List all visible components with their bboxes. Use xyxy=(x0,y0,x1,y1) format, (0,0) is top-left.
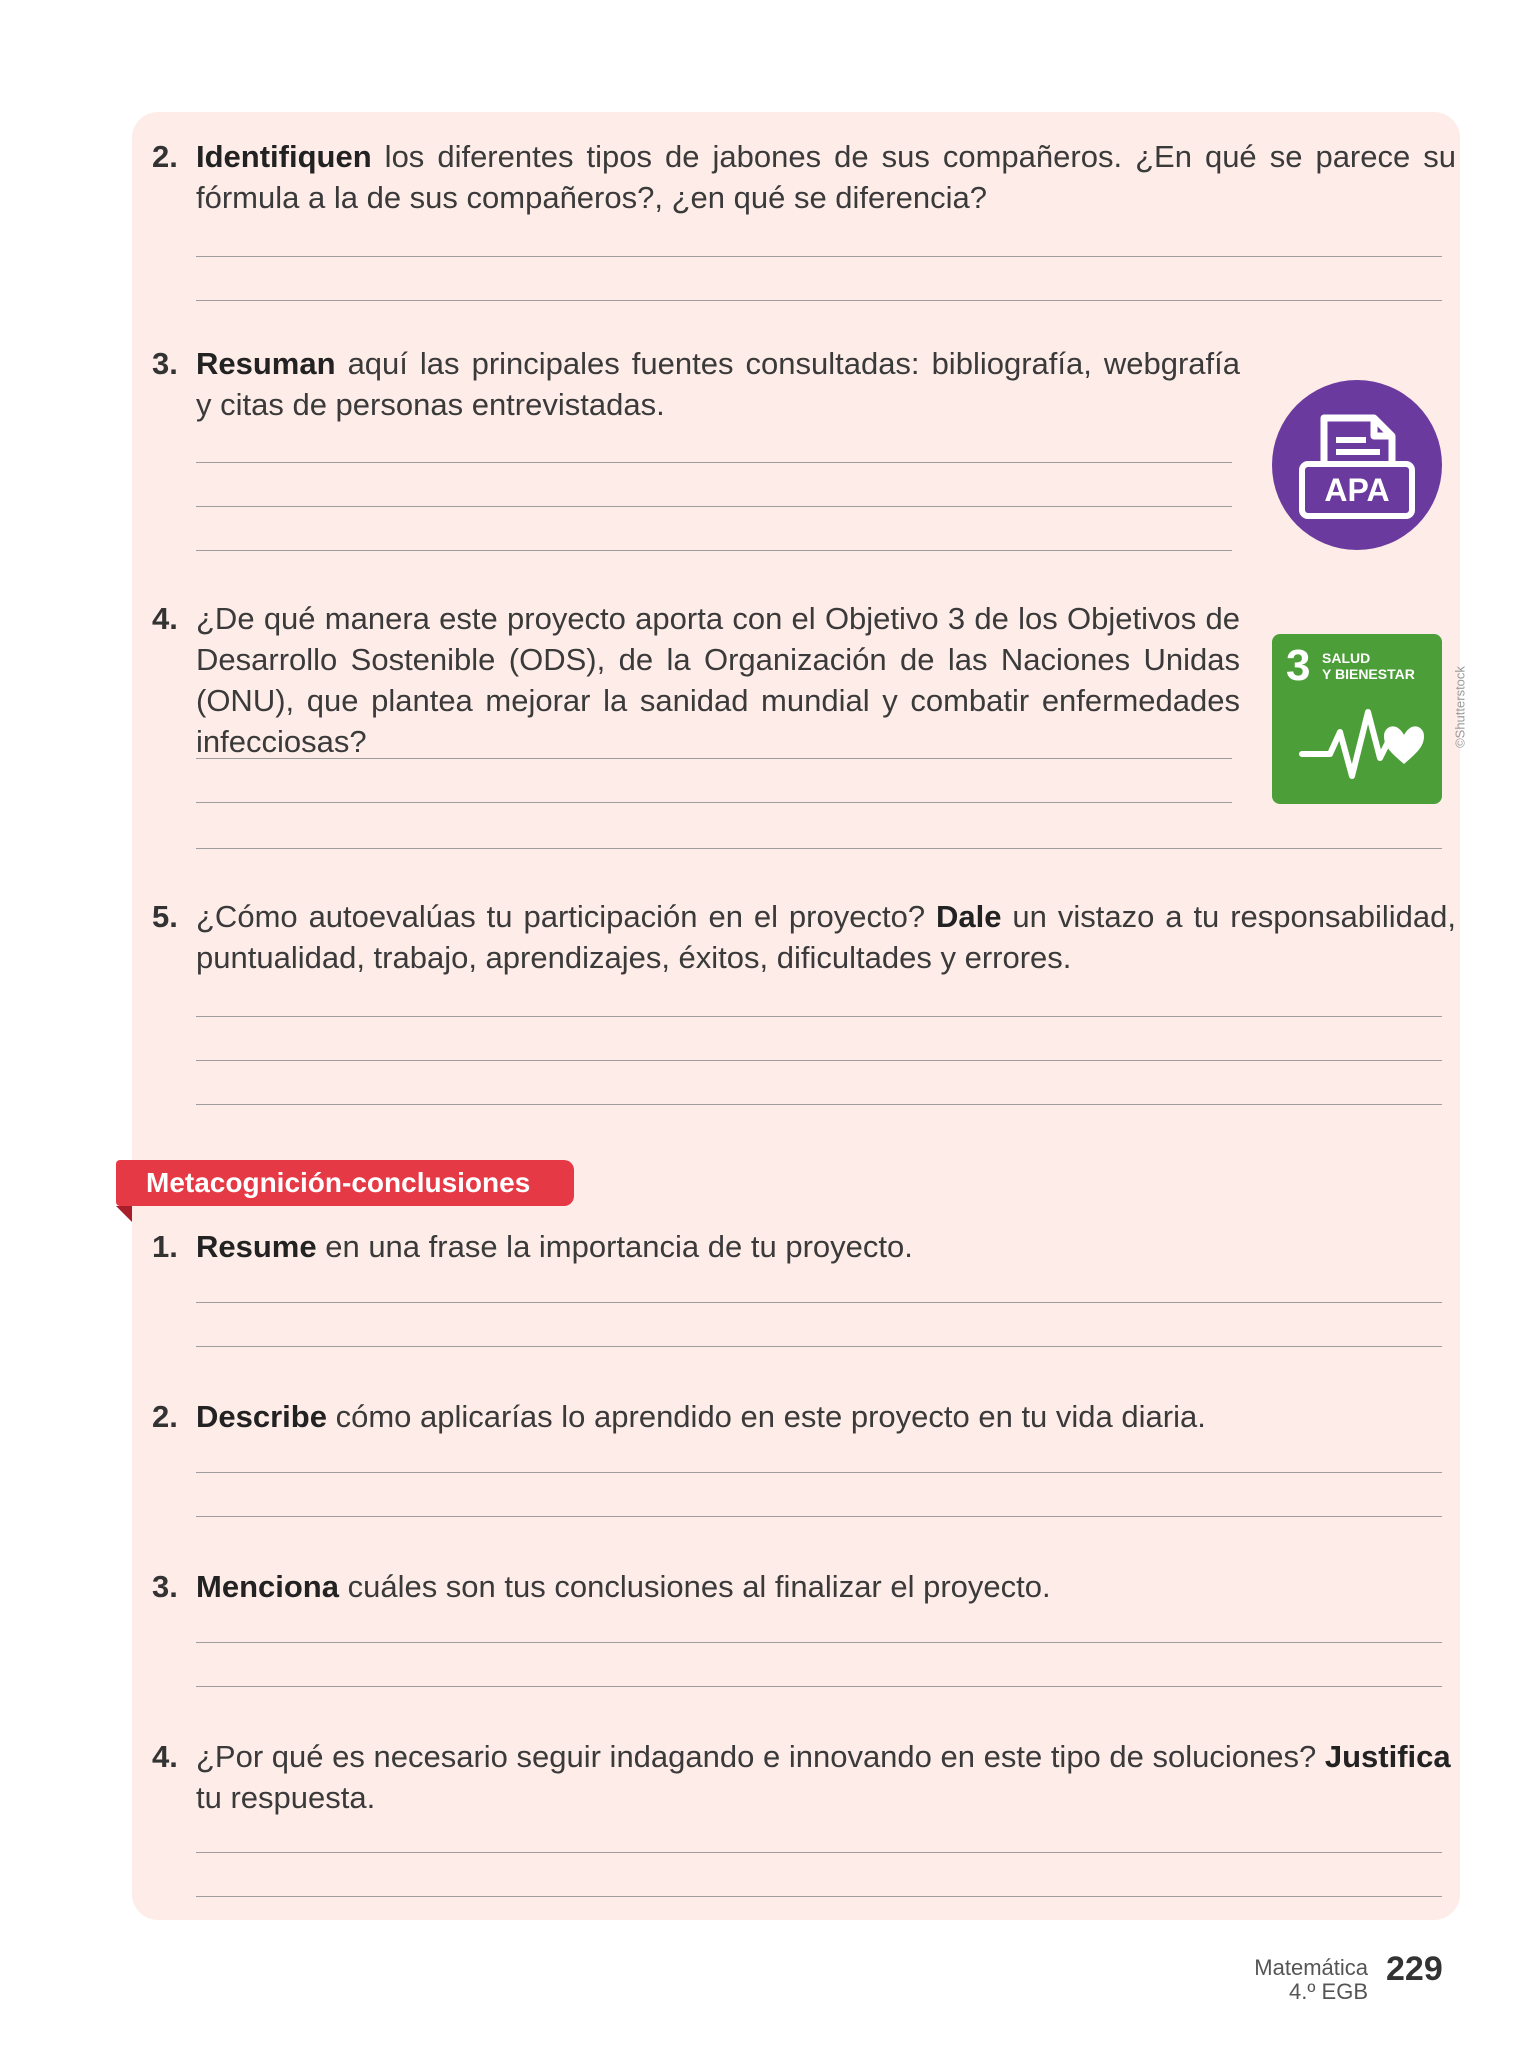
ods-title-line2: Y BIENESTAR xyxy=(1322,666,1415,682)
answer-line[interactable] xyxy=(196,550,1232,551)
question-text: Describe cómo aplicarías lo aprendido en este proyecto en tu vida diaria. xyxy=(196,1399,1206,1434)
answer-line[interactable] xyxy=(196,802,1232,803)
answer-line[interactable] xyxy=(196,1642,1442,1643)
meta-question-4 xyxy=(152,1736,1456,1820)
question-text: Resuman aquí las principales fuentes consultadas: bibliografía, webgrafía y citas de personas entrevistadas. xyxy=(196,346,1240,422)
question-verb: Resuman xyxy=(196,346,336,381)
subject-name: Matemática xyxy=(1254,1955,1368,1980)
question-number: 2. xyxy=(152,139,178,174)
question-number: 4. xyxy=(152,1739,178,1774)
question-2 xyxy=(152,136,1456,220)
header-tab-fold xyxy=(116,1206,132,1222)
question-verb: Describe xyxy=(196,1399,327,1434)
question-number: 1. xyxy=(152,1229,178,1264)
question-number: 4. xyxy=(152,601,178,636)
ods-number: 3 xyxy=(1286,641,1311,690)
answer-line[interactable] xyxy=(196,256,1442,257)
answer-line[interactable] xyxy=(196,1852,1442,1853)
photo-credit: ©Shutterstock xyxy=(1452,666,1468,748)
question-number: 2. xyxy=(152,1399,178,1434)
meta-question-1 xyxy=(152,1226,1456,1268)
question-text: ¿Por qué es necesario seguir indagando e innovando en este tipo de soluciones? Justifica tu respuesta. xyxy=(196,1739,1451,1815)
answer-line[interactable] xyxy=(196,848,1442,849)
question-verb: Identifiquen xyxy=(196,139,372,174)
question-verb: Resume xyxy=(196,1229,317,1264)
question-text: ¿Cómo autoevalúas tu participación en el proyecto? Dale un vistazo a tu responsabilidad, puntualidad, trabajo, aprendizajes, éxitos, dificultades y errores. xyxy=(196,899,1456,975)
answer-line[interactable] xyxy=(196,1516,1442,1517)
question-text: Menciona cuáles son tus conclusiones al finalizar el proyecto. xyxy=(196,1569,1051,1604)
question-text: Resume en una frase la importancia de tu proyecto. xyxy=(196,1229,913,1264)
question-4 xyxy=(152,598,1252,759)
question-number: 5. xyxy=(152,899,178,934)
footer-subject xyxy=(1254,1956,1368,2004)
metacognition-section-header: Metacognición-conclusiones xyxy=(116,1160,574,1206)
answer-line[interactable] xyxy=(196,506,1232,507)
meta-question-3 xyxy=(152,1566,1456,1608)
question-text: Identifiquen los diferentes tipos de jabones de sus compañeros. ¿En qué se parece su fórmula a la de sus compañeros?, ¿en qué se diferencia? xyxy=(196,139,1456,215)
question-text: ¿De qué manera este proyecto aporta con el Objetivo 3 de los Objetivos de Desarrollo Sostenible (ODS), de la Organización de las Naciones Unidas (ONU), que plantea mejorar la sanidad mundial y combatir enfermedades infecciosas? xyxy=(196,601,1240,759)
answer-line[interactable] xyxy=(196,1346,1442,1347)
document-icon xyxy=(1272,380,1442,550)
answer-line[interactable] xyxy=(196,1896,1442,1897)
answer-line[interactable] xyxy=(196,1060,1442,1061)
question-verb: Justifica xyxy=(1324,1739,1451,1774)
answer-line[interactable] xyxy=(196,1472,1442,1473)
answer-line[interactable] xyxy=(196,758,1232,759)
apa-badge xyxy=(1272,380,1442,550)
ods-3-badge xyxy=(1272,634,1442,804)
apa-label: APA xyxy=(1324,472,1390,508)
answer-line[interactable] xyxy=(196,1302,1442,1303)
question-number: 3. xyxy=(152,1569,178,1604)
answer-line[interactable] xyxy=(196,462,1232,463)
answer-line[interactable] xyxy=(196,1686,1442,1687)
question-5 xyxy=(152,896,1456,980)
answer-line[interactable] xyxy=(196,1104,1442,1105)
ods-title-line1: SALUD xyxy=(1322,650,1371,666)
question-verb: Menciona xyxy=(196,1569,339,1604)
question-verb: Dale xyxy=(936,899,1002,934)
answer-line[interactable] xyxy=(196,300,1442,301)
question-3 xyxy=(152,343,1252,427)
page-number: 229 xyxy=(1386,1950,1443,1988)
heartbeat-heart-icon xyxy=(1272,634,1442,804)
answer-line[interactable] xyxy=(196,1016,1442,1017)
meta-question-2 xyxy=(152,1396,1456,1438)
grade-label: 4.º EGB xyxy=(1289,1979,1368,2004)
question-number: 3. xyxy=(152,346,178,381)
